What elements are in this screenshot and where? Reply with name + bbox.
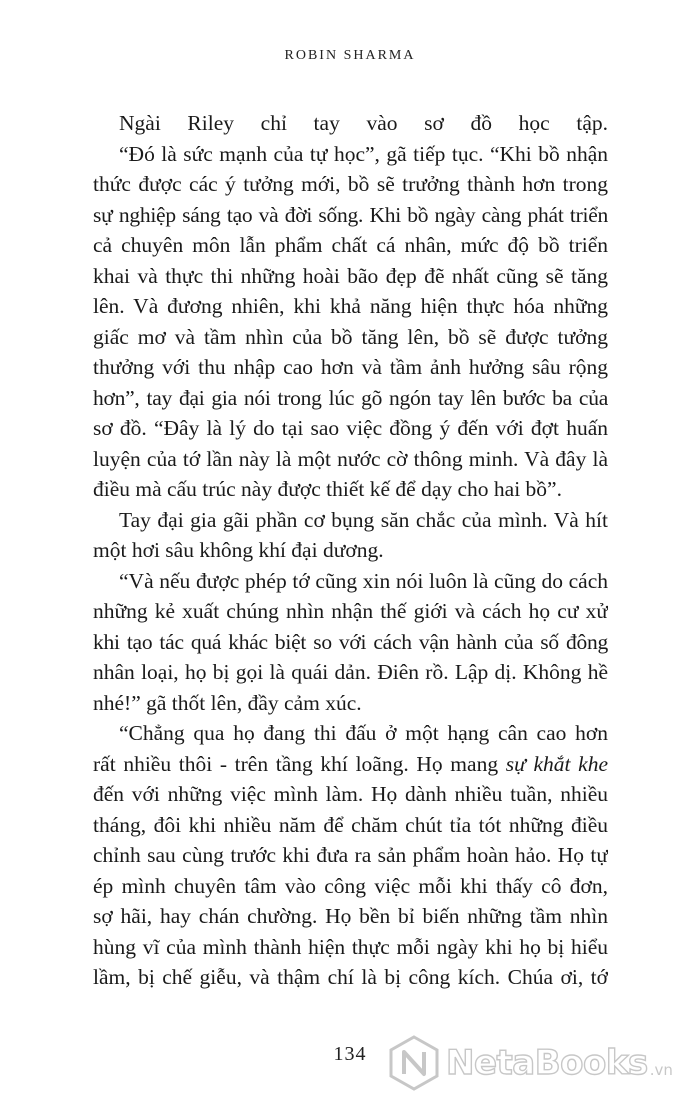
text-line-with-emphasis <box>93 749 608 780</box>
page-number: 134 <box>333 1043 367 1065</box>
page-body <box>93 108 608 993</box>
text-line: lầm, bị chế giễu, và thậm chí là bị công kích. Chúa ơi, tớ <box>93 965 608 989</box>
text-line: những kẻ xuất chúng nhìn nhận thế giới và cách họ cư xử <box>93 599 608 623</box>
text-line: hùng vĩ của mình thành hiện thực mỗi ngày khi họ bị hiểu <box>93 934 608 959</box>
text-line: hơn”, tay đại gia nói trong lúc gõ ngón tay lên bước ba của <box>93 385 608 410</box>
text-line: thức được các ý tưởng mới, bồ sẽ trưởng thành hơn trong <box>93 172 608 196</box>
text-line: Ngài Riley chỉ tay vào sơ đồ học tập. <box>119 111 608 135</box>
text-line: nhân loại, họ bị gọi là quái dản. Điên rồ. Lập dị. Không hề <box>93 660 608 684</box>
text-line: luyện của tớ lần này là một nước cờ thông minh. Và đây là <box>93 446 608 471</box>
text-line: chỉnh sau cùng trước khi đưa ra sản phẩm hoàn hảo. Họ tự <box>93 843 608 867</box>
text-line: một hơi sâu không khí đại dương. <box>93 538 384 562</box>
running-head: ROBIN SHARMA <box>284 48 416 63</box>
text-line: nhé!” gã thốt lên, đầy cảm xúc. <box>93 690 362 715</box>
text-line: lên. Và đương nhiên, khi khả năng hiện thực hóa những <box>93 294 608 318</box>
text-line: sự nghiệp sáng tạo và đời sống. Khi bồ ngày càng phát triển <box>93 202 608 227</box>
text-line: giấc mơ và tầm nhìn của bồ tăng lên, bồ sẽ được tưởng <box>93 324 608 349</box>
text-line: sơ đồ. “Đây là lý do tại sao việc đồng ý đến với đợt huấn <box>93 416 608 440</box>
text-line: thưởng với thu nhập cao hơn và tầm ảnh hưởng sâu rộng <box>93 355 608 379</box>
text-line: “Đó là sức mạnh của tự học”, gã tiếp tục. “Khi bồ nhận <box>119 141 608 166</box>
text-line: khi tạo tác quá khác biệt so với cách vận hành của số đông <box>93 629 608 654</box>
watermark <box>388 1030 693 1096</box>
text-run: rất nhiều thôi - trên tầng khí loãng. Họ mang <box>93 751 506 776</box>
netabooks-logo-icon <box>388 1034 440 1092</box>
text-line: đến với những việc mình làm. Họ dành nhiều tuần, nhiều <box>93 782 608 806</box>
text-line: tháng, đôi khi nhiều năm để chăm chút tỉa tót những điều <box>93 812 608 837</box>
text-line: sợ hãi, hay chán chường. Họ bền bỉ biến những tầm nhìn <box>93 904 608 928</box>
watermark-brand: NetaBooks <box>446 1043 648 1083</box>
text-line: cả chuyên môn lẫn phẩm chất cá nhân, mức độ bồ triển <box>93 233 608 257</box>
text-line: ép mình chuyên tâm vào công việc mỗi khi thấy cô đơn, <box>93 873 608 898</box>
text-line: Tay đại gia gãi phần cơ bụng săn chắc của mình. Và hít <box>119 507 608 532</box>
emphasis-text: sự khắt khe <box>505 751 608 776</box>
text-line: điều mà cấu trúc này được thiết kế để dạy cho hai bồ”. <box>93 477 562 501</box>
text-line: “Và nếu được phép tớ cũng xin nói luôn là cũng do cách <box>119 568 608 593</box>
watermark-suffix: .vn <box>649 1061 673 1079</box>
text-line: “Chẳng qua họ đang thi đấu ở một hạng cân cao hơn <box>119 721 608 745</box>
text-line: khai và thực thi những hoài bão đẹp đẽ nhất cũng sẽ tăng <box>93 263 608 288</box>
